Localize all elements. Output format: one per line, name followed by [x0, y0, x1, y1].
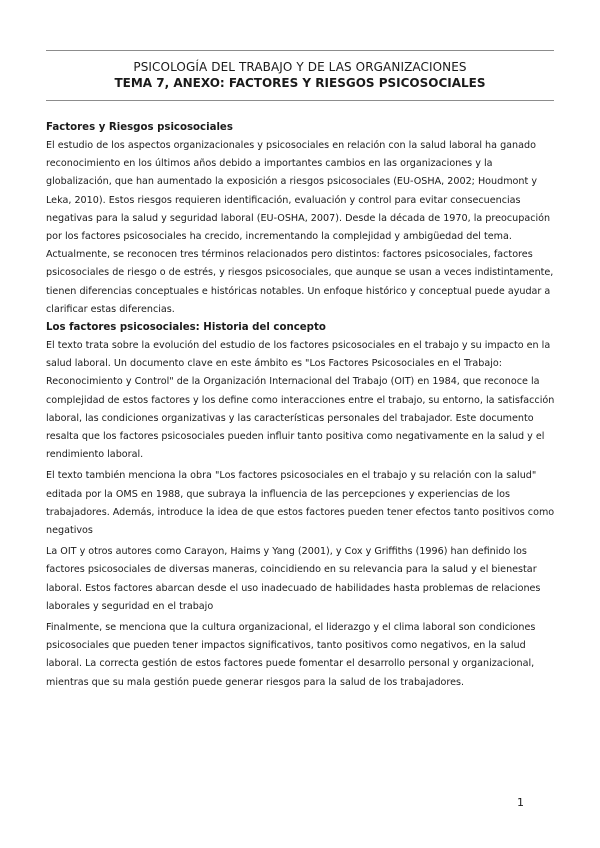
topic-title: TEMA 7, ANEXO: FACTORES Y RIESGOS PSICOSOCIALES: [114, 76, 486, 90]
header-top-rule: [46, 50, 554, 51]
section-heading-historia: Los factores psicosociales: Historia del concepto: [46, 322, 326, 334]
document-body: [46, 119, 556, 695]
page-number: 1: [517, 796, 524, 809]
section-paragraph: La OIT y otros autores como Carayon, Haims y Yang (2001), y Cox y Griffiths (1996) han definido los factores psicosociales de diversas maneras, coincidiendo en su relevancia para la salud y el bienestar laboral. Estos factores abarcan desde el uso inadecuado de habilidades hasta problemas de relaciones laborales y seguridad en el trabajo: [46, 546, 541, 612]
section-paragraph: El texto también menciona la obra "Los factores psicosociales en el trabajo y su relación con la salud" editada por la OMS en 1988, que subraya la influencia de las percepciones y experiencias de los trabajadores. Además, introduce la idea de que estos factores pueden tener efectos tanto positivos como negativos: [46, 470, 555, 537]
course-title: PSICOLOGÍA DEL TRABAJO Y DE LAS ORGANIZACIONES: [133, 60, 467, 74]
section-paragraph: El texto trata sobre la evolución del estudio de los factores psicosociales en el trabajo y su impacto en la salud laboral. Un documento clave en este ámbito es "Los Factores Psicosociales en el Trabajo: Reconocimiento y Control" de la Organización Internacional del Trabajo (OIT) en 1984, que reconoce la complejidad de estos factores y los define como interacciones entre el trabajo, su entorno, la satisfacción laboral, las condiciones organizativas y las características personales del trabajador. Este documento resalta que los factores psicosociales pueden influir tanto positiva como negativamente en la salud y el rendimiento laboral.: [46, 340, 555, 461]
section-heading-factores-riesgos: Factores y Riesgos psicosociales: [46, 122, 233, 133]
document-header: [46, 59, 554, 91]
header-bottom-rule: [46, 100, 554, 101]
section-paragraph: Finalmente, se menciona que la cultura organizacional, el liderazgo y el clima laboral son condiciones psicosociales que pueden tener impactos significativos, tanto positivos como negativos, en la salud laboral. La correcta gestión de estos factores puede fomentar el desarrollo personal y organizacional, mientras que su mala gestión puede generar riesgos para la salud de los trabajadores.: [46, 622, 536, 688]
section-paragraph: El estudio de los aspectos organizacionales y psicosociales en relación con la salud laboral ha ganado reconocimiento en los últimos años debido a importantes cambios en las organizaciones y la globalización, que han aumentado la exposición a riesgos psicosociales (EU-OSHA, 2002; Houdmont y Leka, 2010). Estos riesgos requieren identificación, evaluación y control para evitar consecuencias negativas para la salud y seguridad laboral (EU-OSHA, 2007). Desde la década de 1970, la preocupación por los factores psicosociales ha crecido, incrementando la complejidad y ambigüedad del tema. Actualmente, se reconocen tres términos relacionados pero distintos: factores psicosociales, factores psicosociales de riesgo o de estrés, y riesgos psicosociales, que aunque se usan a veces indistintamente, tienen diferencias conceptuales e históricas notables. Un enfoque histórico y conceptual puede ayudar a clarificar estas diferencias.: [46, 140, 554, 315]
